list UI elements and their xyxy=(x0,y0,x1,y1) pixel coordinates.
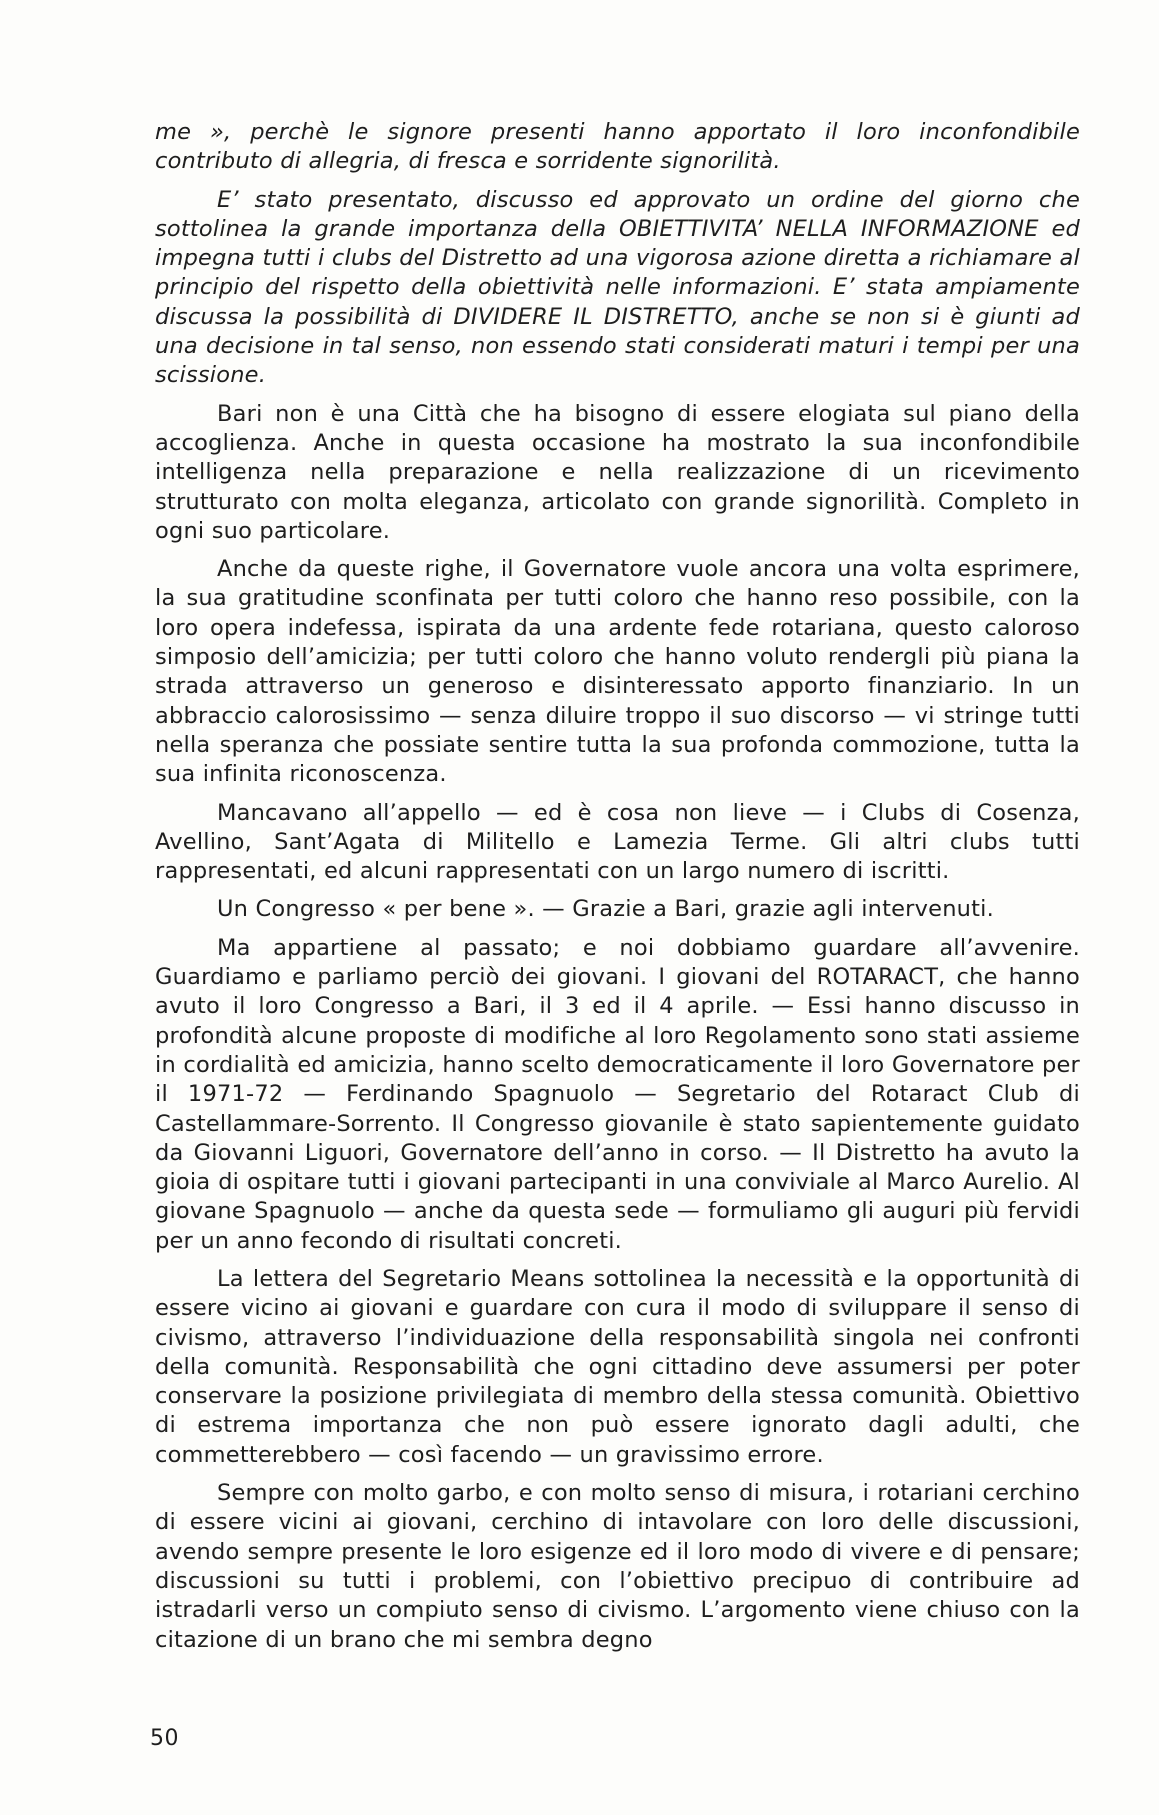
paragraph-6: Un Congresso « per bene ». — Grazie a Bari, grazie agli intervenuti. xyxy=(217,896,994,923)
page-number: 50 xyxy=(150,1726,179,1751)
paragraph-8: La lettera del Segretario Means sottolinea la necessità e la opportunità di essere vicino ai giovani e guardare con cura il modo di sviluppare il senso di civismo, attraverso l’individuazione della responsabilità singola nei confronti della comunità. Responsabilità che ogni cittadino deve assumersi per poter conservare la posizione privilegiata di membro della stessa comunità. Obiettivo di estrema importanza che non può essere ignorato dagli adulti, che commetterebbero — così facendo — un gravissimo errore. xyxy=(155,1265,1080,1468)
paragraph-5: Mancavano all’appello — ed è cosa non lieve — i Clubs di Cosenza, Avellino, Sant’Agata di Militello e Lamezia Terme. Gli altri clubs tutti rappresentati, ed alcuni rappresentati con un largo numero di iscritti. xyxy=(155,799,1080,885)
body-text xyxy=(155,118,1080,1664)
paragraph-7: Ma appartiene al passato; e noi dobbiamo guardare all’avvenire. Guardiamo e parliamo perciò dei giovani. I giovani del ROTARACT, che hanno avuto il loro Congresso a Bari, il 3 ed il 4 aprile. — Essi hanno discusso in profondità alcune proposte di modifiche al loro Regolamento sono stati assieme in cordialità ed amicizia, hanno scelto democraticamente il loro Governatore per il 1971-72 — Ferdinando Spagnuolo — Segretario del Rotaract Club di Castellammare-Sorrento. Il Congresso giovanile è stato sapientemente guidato da Giovanni Liguori, Governatore dell’anno in corso. — Il Distretto ha avuto la gioia di ospitare tutti i giovani partecipanti in una conviviale al Marco Aurelio. Al giovane Spagnuolo — anche da questa sede — formuliamo gli auguri più fervidi per un anno fecondo di risultati concreti. xyxy=(155,934,1080,1254)
paragraph-4: Anche da queste righe, il Governatore vuole ancora una volta esprimere, la sua gratitudine sconfinata per tutti coloro che hanno reso possibile, con la loro opera indefessa, ispirata da una ardente fede rotariana, questo caloroso simposio dell’amicizia; per tutti coloro che hanno voluto rendergli più piana la strada attraverso un generoso e disinteressato apporto finanziario. In un abbraccio calorosissimo — senza diluire troppo il suo discorso — vi stringe tutti nella speranza che possiate sentire tutta la sua profonda commozione, tutta la sua infinita riconoscenza. xyxy=(155,556,1080,788)
paragraph-2: E’ stato presentato, discusso ed approvato un ordine del giorno che sottolinea la grande importanza della OBIETTIVITA’ NELLA INFORMAZIONE ed impegna tutti i clubs del Distretto ad una vigorosa azione diretta a richiamare al principio del rispetto della obiettività nelle informazioni. E’ stata ampiamente discussa la possibilità di DIVIDERE IL DISTRETTO, anche se non si è giunti ad una decisione in tal senso, non essendo stati considerati maturi i tempi per una scissione. xyxy=(155,186,1080,389)
paragraph-1: me », perchè le signore presenti hanno apportato il loro inconfondibile contributo di allegria, di fresca e sorridente signorilità. xyxy=(155,119,1080,175)
paragraph-3: Bari non è una Città che ha bisogno di essere elogiata sul piano della accoglienza. Anche in questa occasione ha mostrato la sua inconfondibile intelligenza nella preparazione e nella realizzazione di un ricevimento strutturato con molta eleganza, articolato con grande signorilità. Completo in ogni suo particolare. xyxy=(155,400,1080,544)
paragraph-9: Sempre con molto garbo, e con molto senso di misura, i rotariani cerchino di essere vicini ai giovani, cerchino di intavolare con loro delle discussioni, avendo sempre presente le loro esigenze ed il loro modo di vivere e di pensare; discussioni su tutti i problemi, con l’obiettivo precipuo di contribuire ad istradarli verso un compiuto senso di civismo. L’argomento viene chiuso con la citazione di un brano che mi sembra degno xyxy=(155,1480,1080,1653)
